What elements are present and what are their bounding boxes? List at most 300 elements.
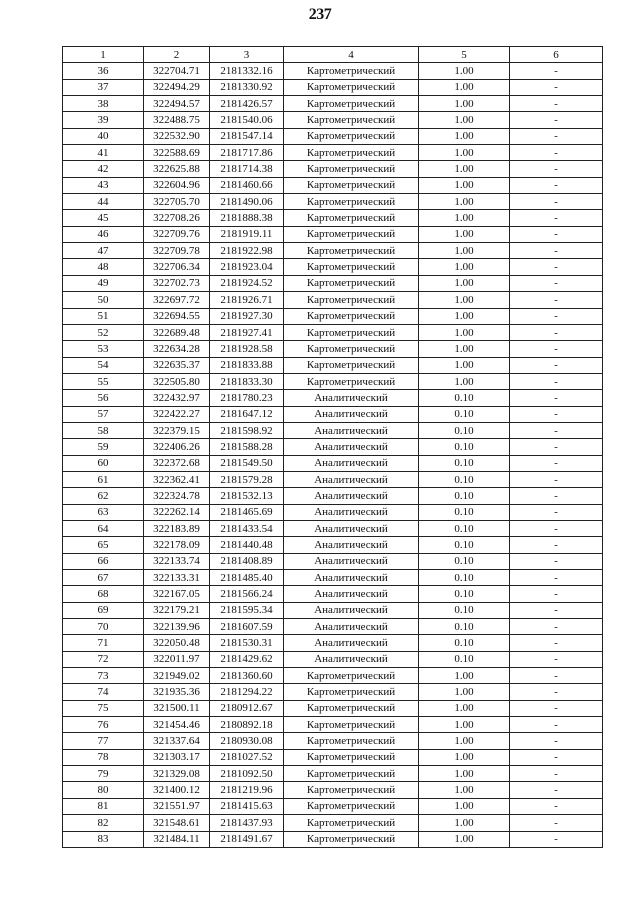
x-coordinate-cell: 322694.55 — [144, 308, 210, 324]
x-coordinate-cell: 322702.73 — [144, 275, 210, 291]
accuracy-cell: 0.10 — [419, 651, 510, 667]
method-cell: Аналитический — [284, 635, 419, 651]
table-row — [63, 226, 603, 242]
y-coordinate-cell: 2181928.58 — [210, 341, 284, 357]
accuracy-cell: 0.10 — [419, 586, 510, 602]
note-cell: - — [510, 406, 603, 422]
x-coordinate-cell: 322372.68 — [144, 455, 210, 471]
point-number-cell: 49 — [63, 275, 144, 291]
accuracy-cell: 1.00 — [419, 308, 510, 324]
note-cell: - — [510, 520, 603, 536]
table-row — [63, 586, 603, 602]
note-cell: - — [510, 341, 603, 357]
accuracy-cell: 1.00 — [419, 79, 510, 95]
x-coordinate-cell: 322183.89 — [144, 520, 210, 536]
table-row — [63, 504, 603, 520]
y-coordinate-cell: 2181927.30 — [210, 308, 284, 324]
table-row — [63, 439, 603, 455]
table-row — [63, 766, 603, 782]
method-cell: Аналитический — [284, 471, 419, 487]
note-cell: - — [510, 226, 603, 242]
y-coordinate-cell: 2180930.08 — [210, 733, 284, 749]
method-cell: Картометрический — [284, 308, 419, 324]
point-number-cell: 41 — [63, 145, 144, 161]
x-coordinate-cell: 322625.88 — [144, 161, 210, 177]
point-number-cell: 66 — [63, 553, 144, 569]
method-cell: Картометрический — [284, 324, 419, 340]
point-number-cell: 54 — [63, 357, 144, 373]
accuracy-cell: 1.00 — [419, 161, 510, 177]
table-row — [63, 422, 603, 438]
point-number-cell: 61 — [63, 471, 144, 487]
table-row — [63, 668, 603, 684]
y-coordinate-cell: 2181440.48 — [210, 537, 284, 553]
y-coordinate-cell: 2181530.31 — [210, 635, 284, 651]
table-row — [63, 782, 603, 798]
accuracy-cell: 0.10 — [419, 439, 510, 455]
method-cell: Картометрический — [284, 292, 419, 308]
point-number-cell: 72 — [63, 651, 144, 667]
note-cell: - — [510, 243, 603, 259]
method-cell: Картометрический — [284, 226, 419, 242]
method-cell: Картометрический — [284, 79, 419, 95]
table-row — [63, 651, 603, 667]
column-header: 2 — [144, 47, 210, 63]
y-coordinate-cell: 2181780.23 — [210, 390, 284, 406]
note-cell: - — [510, 96, 603, 112]
x-coordinate-cell: 321303.17 — [144, 749, 210, 765]
accuracy-cell: 1.00 — [419, 749, 510, 765]
note-cell: - — [510, 112, 603, 128]
x-coordinate-cell: 322362.41 — [144, 471, 210, 487]
method-cell: Картометрический — [284, 373, 419, 389]
y-coordinate-cell: 2181833.30 — [210, 373, 284, 389]
method-cell: Картометрический — [284, 243, 419, 259]
method-cell: Картометрический — [284, 700, 419, 716]
point-number-cell: 43 — [63, 177, 144, 193]
table-row — [63, 210, 603, 226]
accuracy-cell: 0.10 — [419, 520, 510, 536]
x-coordinate-cell: 322697.72 — [144, 292, 210, 308]
method-cell: Картометрический — [284, 341, 419, 357]
note-cell: - — [510, 357, 603, 373]
method-cell: Картометрический — [284, 684, 419, 700]
x-coordinate-cell: 321935.36 — [144, 684, 210, 700]
point-number-cell: 76 — [63, 717, 144, 733]
method-cell: Картометрический — [284, 798, 419, 814]
note-cell: - — [510, 619, 603, 635]
y-coordinate-cell: 2181490.06 — [210, 194, 284, 210]
y-coordinate-cell: 2181717.86 — [210, 145, 284, 161]
x-coordinate-cell: 322422.27 — [144, 406, 210, 422]
x-coordinate-cell: 322139.96 — [144, 619, 210, 635]
method-cell: Аналитический — [284, 570, 419, 586]
point-number-cell: 59 — [63, 439, 144, 455]
method-cell: Аналитический — [284, 390, 419, 406]
table-row — [63, 619, 603, 635]
note-cell: - — [510, 537, 603, 553]
accuracy-cell: 1.00 — [419, 292, 510, 308]
x-coordinate-cell: 321551.97 — [144, 798, 210, 814]
accuracy-cell: 0.10 — [419, 422, 510, 438]
y-coordinate-cell: 2181460.66 — [210, 177, 284, 193]
accuracy-cell: 0.10 — [419, 455, 510, 471]
accuracy-cell: 1.00 — [419, 831, 510, 847]
point-number-cell: 79 — [63, 766, 144, 782]
accuracy-cell: 1.00 — [419, 798, 510, 814]
accuracy-cell: 0.10 — [419, 553, 510, 569]
column-header: 3 — [210, 47, 284, 63]
x-coordinate-cell: 322488.75 — [144, 112, 210, 128]
x-coordinate-cell: 321337.64 — [144, 733, 210, 749]
accuracy-cell: 1.00 — [419, 668, 510, 684]
table-body — [63, 63, 603, 848]
accuracy-cell: 1.00 — [419, 259, 510, 275]
point-number-cell: 82 — [63, 815, 144, 831]
accuracy-cell: 1.00 — [419, 210, 510, 226]
x-coordinate-cell: 322324.78 — [144, 488, 210, 504]
x-coordinate-cell: 322178.09 — [144, 537, 210, 553]
method-cell: Картометрический — [284, 145, 419, 161]
method-cell: Аналитический — [284, 520, 419, 536]
accuracy-cell: 0.10 — [419, 390, 510, 406]
point-number-cell: 73 — [63, 668, 144, 684]
y-coordinate-cell: 2181408.89 — [210, 553, 284, 569]
table-row — [63, 79, 603, 95]
table-header-row — [63, 47, 603, 63]
y-coordinate-cell: 2181598.92 — [210, 422, 284, 438]
column-header: 4 — [284, 47, 419, 63]
y-coordinate-cell: 2181330.92 — [210, 79, 284, 95]
method-cell: Картометрический — [284, 815, 419, 831]
table-row — [63, 112, 603, 128]
y-coordinate-cell: 2181714.38 — [210, 161, 284, 177]
note-cell: - — [510, 782, 603, 798]
accuracy-cell: 1.00 — [419, 145, 510, 161]
x-coordinate-cell: 322432.97 — [144, 390, 210, 406]
note-cell: - — [510, 553, 603, 569]
x-coordinate-cell: 321500.11 — [144, 700, 210, 716]
x-coordinate-cell: 322588.69 — [144, 145, 210, 161]
method-cell: Картометрический — [284, 194, 419, 210]
x-coordinate-cell: 322604.96 — [144, 177, 210, 193]
method-cell: Картометрический — [284, 749, 419, 765]
y-coordinate-cell: 2181294.22 — [210, 684, 284, 700]
note-cell: - — [510, 651, 603, 667]
x-coordinate-cell: 322179.21 — [144, 602, 210, 618]
table-row — [63, 390, 603, 406]
y-coordinate-cell: 2181491.67 — [210, 831, 284, 847]
table-row — [63, 308, 603, 324]
point-number-cell: 65 — [63, 537, 144, 553]
x-coordinate-cell: 322532.90 — [144, 128, 210, 144]
note-cell: - — [510, 766, 603, 782]
table-row — [63, 128, 603, 144]
accuracy-cell: 1.00 — [419, 341, 510, 357]
method-cell: Картометрический — [284, 831, 419, 847]
note-cell: - — [510, 259, 603, 275]
point-number-cell: 47 — [63, 243, 144, 259]
x-coordinate-cell: 322262.14 — [144, 504, 210, 520]
method-cell: Аналитический — [284, 602, 419, 618]
method-cell: Картометрический — [284, 717, 419, 733]
note-cell: - — [510, 292, 603, 308]
table-row — [63, 177, 603, 193]
y-coordinate-cell: 2181092.50 — [210, 766, 284, 782]
y-coordinate-cell: 2181579.28 — [210, 471, 284, 487]
method-cell: Картометрический — [284, 259, 419, 275]
method-cell: Картометрический — [284, 161, 419, 177]
y-coordinate-cell: 2180892.18 — [210, 717, 284, 733]
method-cell: Аналитический — [284, 406, 419, 422]
page-number: 237 — [308, 6, 332, 23]
accuracy-cell: 1.00 — [419, 128, 510, 144]
method-cell: Картометрический — [284, 63, 419, 79]
point-number-cell: 52 — [63, 324, 144, 340]
x-coordinate-cell: 321484.11 — [144, 831, 210, 847]
x-coordinate-cell: 321548.61 — [144, 815, 210, 831]
table-row — [63, 96, 603, 112]
table-row — [63, 700, 603, 716]
y-coordinate-cell: 2181332.16 — [210, 63, 284, 79]
note-cell: - — [510, 324, 603, 340]
point-number-cell: 57 — [63, 406, 144, 422]
note-cell: - — [510, 602, 603, 618]
table-row — [63, 194, 603, 210]
y-coordinate-cell: 2181595.34 — [210, 602, 284, 618]
table-row — [63, 815, 603, 831]
point-number-cell: 80 — [63, 782, 144, 798]
point-number-cell: 62 — [63, 488, 144, 504]
x-coordinate-cell: 322705.70 — [144, 194, 210, 210]
table-row — [63, 357, 603, 373]
table-row — [63, 161, 603, 177]
accuracy-cell: 0.10 — [419, 471, 510, 487]
y-coordinate-cell: 2181607.59 — [210, 619, 284, 635]
table-row — [63, 324, 603, 340]
method-cell: Картометрический — [284, 96, 419, 112]
accuracy-cell: 1.00 — [419, 815, 510, 831]
point-number-cell: 46 — [63, 226, 144, 242]
accuracy-cell: 1.00 — [419, 177, 510, 193]
x-coordinate-cell: 321400.12 — [144, 782, 210, 798]
method-cell: Картометрический — [284, 128, 419, 144]
y-coordinate-cell: 2181588.28 — [210, 439, 284, 455]
table-row — [63, 520, 603, 536]
y-coordinate-cell: 2181433.54 — [210, 520, 284, 536]
y-coordinate-cell: 2181923.04 — [210, 259, 284, 275]
point-number-cell: 48 — [63, 259, 144, 275]
note-cell: - — [510, 275, 603, 291]
x-coordinate-cell: 322167.05 — [144, 586, 210, 602]
note-cell: - — [510, 717, 603, 733]
x-coordinate-cell: 322704.71 — [144, 63, 210, 79]
x-coordinate-cell: 321949.02 — [144, 668, 210, 684]
x-coordinate-cell: 322133.31 — [144, 570, 210, 586]
point-number-cell: 36 — [63, 63, 144, 79]
method-cell: Картометрический — [284, 766, 419, 782]
x-coordinate-cell: 322708.26 — [144, 210, 210, 226]
method-cell: Картометрический — [284, 668, 419, 684]
note-cell: - — [510, 455, 603, 471]
note-cell: - — [510, 488, 603, 504]
point-number-cell: 71 — [63, 635, 144, 651]
note-cell: - — [510, 128, 603, 144]
point-number-cell: 60 — [63, 455, 144, 471]
table-row — [63, 406, 603, 422]
note-cell: - — [510, 586, 603, 602]
table-row — [63, 733, 603, 749]
table-row — [63, 488, 603, 504]
y-coordinate-cell: 2181415.63 — [210, 798, 284, 814]
note-cell: - — [510, 504, 603, 520]
point-number-cell: 51 — [63, 308, 144, 324]
method-cell: Картометрический — [284, 733, 419, 749]
note-cell: - — [510, 684, 603, 700]
y-coordinate-cell: 2181540.06 — [210, 112, 284, 128]
method-cell: Аналитический — [284, 619, 419, 635]
point-number-cell: 39 — [63, 112, 144, 128]
point-number-cell: 50 — [63, 292, 144, 308]
method-cell: Картометрический — [284, 112, 419, 128]
note-cell: - — [510, 177, 603, 193]
column-header: 6 — [510, 47, 603, 63]
method-cell: Аналитический — [284, 504, 419, 520]
x-coordinate-cell: 322011.97 — [144, 651, 210, 667]
note-cell: - — [510, 635, 603, 651]
point-number-cell: 64 — [63, 520, 144, 536]
method-cell: Картометрический — [284, 782, 419, 798]
table-row — [63, 553, 603, 569]
accuracy-cell: 1.00 — [419, 717, 510, 733]
table-row — [63, 749, 603, 765]
table-row — [63, 341, 603, 357]
y-coordinate-cell: 2181426.57 — [210, 96, 284, 112]
x-coordinate-cell: 322379.15 — [144, 422, 210, 438]
note-cell: - — [510, 308, 603, 324]
point-number-cell: 40 — [63, 128, 144, 144]
point-number-cell: 45 — [63, 210, 144, 226]
y-coordinate-cell: 2181219.96 — [210, 782, 284, 798]
table-row — [63, 243, 603, 259]
accuracy-cell: 0.10 — [419, 537, 510, 553]
accuracy-cell: 1.00 — [419, 112, 510, 128]
table-row — [63, 537, 603, 553]
method-cell: Аналитический — [284, 553, 419, 569]
method-cell: Картометрический — [284, 357, 419, 373]
accuracy-cell: 1.00 — [419, 275, 510, 291]
accuracy-cell: 1.00 — [419, 357, 510, 373]
accuracy-cell: 0.10 — [419, 406, 510, 422]
table-row — [63, 471, 603, 487]
method-cell: Аналитический — [284, 488, 419, 504]
table-row — [63, 635, 603, 651]
method-cell: Аналитический — [284, 586, 419, 602]
y-coordinate-cell: 2181647.12 — [210, 406, 284, 422]
method-cell: Аналитический — [284, 439, 419, 455]
x-coordinate-cell: 322706.34 — [144, 259, 210, 275]
y-coordinate-cell: 2181027.52 — [210, 749, 284, 765]
note-cell: - — [510, 700, 603, 716]
x-coordinate-cell: 322689.48 — [144, 324, 210, 340]
accuracy-cell: 1.00 — [419, 226, 510, 242]
method-cell: Аналитический — [284, 455, 419, 471]
point-number-cell: 77 — [63, 733, 144, 749]
y-coordinate-cell: 2181485.40 — [210, 570, 284, 586]
table-row — [63, 684, 603, 700]
note-cell: - — [510, 570, 603, 586]
x-coordinate-cell: 322709.78 — [144, 243, 210, 259]
point-number-cell: 70 — [63, 619, 144, 635]
note-cell: - — [510, 390, 603, 406]
table-row — [63, 275, 603, 291]
note-cell: - — [510, 422, 603, 438]
y-coordinate-cell: 2181927.41 — [210, 324, 284, 340]
x-coordinate-cell: 322406.26 — [144, 439, 210, 455]
y-coordinate-cell: 2181919.11 — [210, 226, 284, 242]
accuracy-cell: 0.10 — [419, 488, 510, 504]
point-number-cell: 56 — [63, 390, 144, 406]
accuracy-cell: 1.00 — [419, 96, 510, 112]
note-cell: - — [510, 471, 603, 487]
note-cell: - — [510, 733, 603, 749]
y-coordinate-cell: 2181360.60 — [210, 668, 284, 684]
table-row — [63, 259, 603, 275]
note-cell: - — [510, 831, 603, 847]
x-coordinate-cell: 322050.48 — [144, 635, 210, 651]
point-number-cell: 55 — [63, 373, 144, 389]
y-coordinate-cell: 2181532.13 — [210, 488, 284, 504]
note-cell: - — [510, 161, 603, 177]
column-header: 5 — [419, 47, 510, 63]
table-row — [63, 831, 603, 847]
accuracy-cell: 0.10 — [419, 635, 510, 651]
y-coordinate-cell: 2181566.24 — [210, 586, 284, 602]
y-coordinate-cell: 2180912.67 — [210, 700, 284, 716]
point-number-cell: 53 — [63, 341, 144, 357]
method-cell: Картометрический — [284, 275, 419, 291]
accuracy-cell: 1.00 — [419, 373, 510, 389]
point-number-cell: 58 — [63, 422, 144, 438]
note-cell: - — [510, 749, 603, 765]
column-header: 1 — [63, 47, 144, 63]
y-coordinate-cell: 2181926.71 — [210, 292, 284, 308]
accuracy-cell: 1.00 — [419, 324, 510, 340]
y-coordinate-cell: 2181922.98 — [210, 243, 284, 259]
accuracy-cell: 0.10 — [419, 619, 510, 635]
method-cell: Картометрический — [284, 177, 419, 193]
point-number-cell: 75 — [63, 700, 144, 716]
y-coordinate-cell: 2181833.88 — [210, 357, 284, 373]
table-row — [63, 145, 603, 161]
y-coordinate-cell: 2181465.69 — [210, 504, 284, 520]
point-number-cell: 69 — [63, 602, 144, 618]
note-cell: - — [510, 815, 603, 831]
x-coordinate-cell: 322634.28 — [144, 341, 210, 357]
point-number-cell: 38 — [63, 96, 144, 112]
note-cell: - — [510, 668, 603, 684]
coordinates-table — [62, 46, 603, 848]
point-number-cell: 81 — [63, 798, 144, 814]
x-coordinate-cell: 321454.46 — [144, 717, 210, 733]
point-number-cell: 78 — [63, 749, 144, 765]
method-cell: Аналитический — [284, 422, 419, 438]
y-coordinate-cell: 2181888.38 — [210, 210, 284, 226]
note-cell: - — [510, 145, 603, 161]
table-row — [63, 798, 603, 814]
point-number-cell: 44 — [63, 194, 144, 210]
method-cell: Картометрический — [284, 210, 419, 226]
